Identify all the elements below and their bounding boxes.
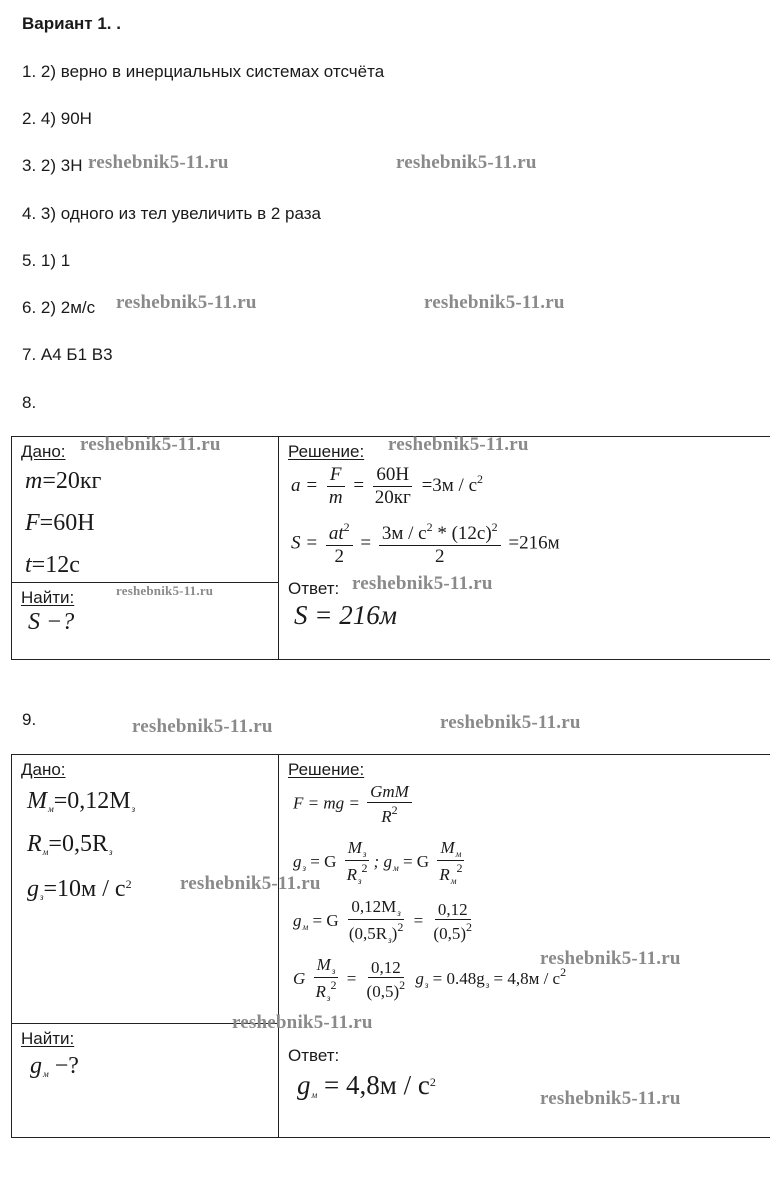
answer-line-6: 6. 2) 2м/с xyxy=(22,298,96,317)
table-divider xyxy=(278,755,279,1137)
answer-line-3: 3. 2) 3Н xyxy=(22,156,83,175)
watermark-text: reshebnik5-11.ru xyxy=(388,434,529,455)
answer-line-5: 5. 1) 1 xyxy=(22,251,71,270)
find-moon-gravity: $g_м$ −? xyxy=(30,1053,79,1079)
watermark-text: reshebnik5-11.ru xyxy=(540,948,681,969)
formula-distance: S = $\frac{at^2}{2}$ = $\frac{3м / c^2 * (12c)^2}{2}$ =216м xyxy=(291,520,560,567)
final-answer: S = 216м xyxy=(294,600,397,630)
watermark-text: reshebnik5-11.ru xyxy=(116,583,214,598)
solution-label: Решение: xyxy=(288,442,365,461)
answer-line-2: 2. 4) 90Н xyxy=(22,109,92,128)
watermark-text: reshebnik5-11.ru xyxy=(80,434,221,455)
answer-line-4: 4. 3) одного из тел увеличить в 2 раза xyxy=(22,204,321,223)
given-earth-gravity: $g_з=10м / c^2$ xyxy=(27,876,132,902)
problem-8-number: 8. xyxy=(22,393,37,412)
watermark-text: reshebnik5-11.ru xyxy=(232,1012,373,1033)
watermark-text: reshebnik5-11.ru xyxy=(424,292,565,313)
given-label: Дано: xyxy=(21,760,66,779)
table-divider xyxy=(278,437,279,659)
answer-line-7: 7. А4 Б1 В3 xyxy=(22,345,113,364)
watermark-text: reshebnik5-11.ru xyxy=(540,1088,681,1109)
formula-result: G $\frac{M_з}{R_з^2}$ = $\frac{0,12}{(0,5)^2}$ $g_з = 0.48g_з = 4,8м / c^2$ xyxy=(293,955,567,1004)
given-moon-radius: $R_м=0,5R_з$ xyxy=(27,831,113,857)
find-distance: S −? xyxy=(28,609,75,635)
watermark-text: reshebnik5-11.ru xyxy=(396,152,537,173)
given-force: F=60H xyxy=(25,510,95,536)
solution-label: Решение: xyxy=(288,760,365,779)
final-answer: $g_м = 4,8м / c^2$ xyxy=(297,1070,436,1100)
problem-9-number: 9. xyxy=(22,710,37,729)
watermark-text: reshebnik5-11.ru xyxy=(440,712,581,733)
page-title: Вариант 1. . xyxy=(22,14,121,33)
watermark-text: reshebnik5-11.ru xyxy=(116,292,257,313)
answer-label: Ответ: xyxy=(288,1046,340,1065)
formula-moon-gravity: $g_м = G$ $\frac{0,12M_з}{(0,5R_з)^2}$ = $\frac{0,12}{(0,5)^2}$ xyxy=(293,897,472,946)
answer-label: Ответ: xyxy=(288,579,340,598)
problem-8-table xyxy=(11,436,770,660)
formula-surface-gravity: $g_з = G$ $\frac{M_з}{R_з^2}$ ; $g_м = G$ $\frac{M_м}{R_м^2}$ xyxy=(293,838,463,887)
watermark-text: reshebnik5-11.ru xyxy=(88,152,229,173)
watermark-text: reshebnik5-11.ru xyxy=(132,716,273,737)
given-time: t=12c xyxy=(25,552,80,578)
find-label: Найти: xyxy=(21,588,75,607)
given-label: Дано: xyxy=(21,442,66,461)
find-label: Найти: xyxy=(21,1029,75,1048)
given-mass: m=20кг xyxy=(25,468,102,494)
watermark-text: reshebnik5-11.ru xyxy=(180,873,321,894)
watermark-text: reshebnik5-11.ru xyxy=(352,573,493,594)
answer-line-1: 1. 2) верно в инерциальных системах отсчёта xyxy=(22,62,385,81)
problem-9-table xyxy=(11,754,770,1138)
formula-gravity-force: F = mg = $\frac{\text{GmM}}{R^2}$ xyxy=(293,783,415,826)
formula-acceleration: a = $\frac{F}{m}$ = $\frac{60H}{20кг}$ $=3м / c^2$ xyxy=(291,464,484,508)
given-moon-mass: $M_м=0,12M_з$ xyxy=(27,788,136,814)
